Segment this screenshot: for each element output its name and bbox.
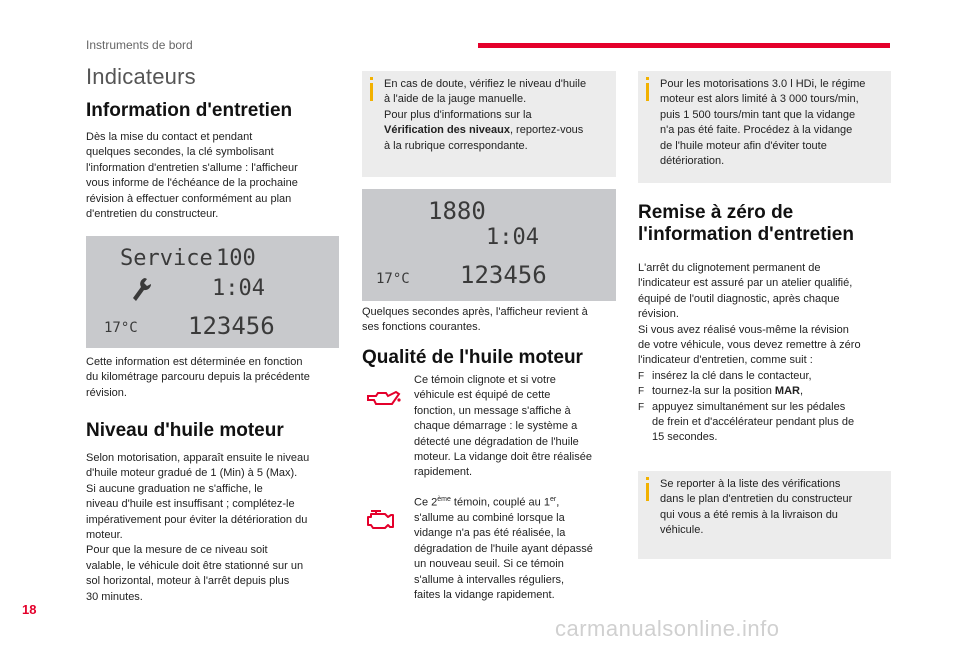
info-icon	[646, 83, 649, 101]
info-icon	[370, 83, 373, 101]
heading-reset: Remise à zéro de l'information d'entretien	[638, 202, 854, 245]
tip-box-hdi: Pour les motorisations 3.0 l HDi, le régime moteur est alors limité à 3 000 tours/min, puis 1 500 tours/min tant que la vidange n'a pas été faite. Procédez à la vidange de l'huile moteur afin d'éviter toute détérioration.	[638, 71, 891, 183]
engine-warning-icon	[365, 507, 395, 538]
accent-bar	[478, 43, 890, 48]
list-item: F tournez-la sur la position MAR,	[638, 385, 804, 398]
lcd-service-label: Service	[120, 246, 213, 271]
service-note-text: Cette information est déterminée en fonction du kilométrage parcouru depuis la précédente révision.	[86, 356, 310, 399]
lcd-odometer: 123456	[460, 261, 547, 289]
lcd-top-value: 1880	[428, 197, 486, 225]
lcd-oil-display	[362, 189, 616, 301]
reset-text: L'arrêt du clignotement permanent de l'indicateur est assuré par un atelier qualifié, équipé de l'outil diagnostic, après chaque révision. Si vous avez réalisé vous-même la révision de votre véhicule, vous devez remettre à zéro l'indicateur d'entretien, comme suit : F insérez la clé dans le contacteur, F tournez-la sur la position MAR, F appuyez simultanément sur les pédales de frein et d'accélérateur pendant plus de 15 secondes.	[638, 261, 893, 446]
heading-maintenance-info: Information d'entretien	[86, 100, 293, 121]
oil-can-icon	[366, 388, 402, 413]
lcd-service-display	[86, 236, 339, 348]
lcd-temperature: 17°C	[104, 320, 138, 336]
oil-warning-text-2: Ce 2ème témoin, couplé au 1er, s'allume au combiné lorsque la vidange n'a pas été réalisée, la dégradation de l'huile ayant dépassé un nouveau seuil. Si ce témoin s'allume à intervalles réguliers, faites la vidange rapidement.	[414, 496, 593, 602]
tip-box-checklist: Se reporter à la liste des vérifications dans le plan d'entretien du constructeur qui vous a été remis à la livraison du véhicule.	[638, 471, 891, 559]
display-return-text: Quelques secondes après, l'afficheur revient à ses fonctions courantes.	[362, 306, 588, 334]
info-icon	[646, 483, 649, 501]
list-item: F appuyez simultanément sur les pédales	[638, 400, 846, 413]
maintenance-info-text: Dès la mise du contact et pendant quelques secondes, la clé symbolisant l'information d'entretien s'allume : l'afficheur vous informe de l'échéance de la prochaine révision à effectuer conformément au plan d'entretien du constructeur.	[86, 131, 298, 221]
tip-box-dipstick: En cas de doute, vérifiez le niveau d'huile à l'aide de la jauge manuelle. Pour plus d'informations sur la Vérification des niveaux, reportez-vous à la rubrique correspondante.	[362, 71, 616, 177]
page-title: Indicateurs	[86, 64, 196, 89]
page-number: 18	[22, 602, 37, 617]
lcd-days: 1:04	[486, 225, 539, 250]
link-checking-levels: Vérification des niveaux	[384, 124, 510, 137]
heading-oil-quality: Qualité de l'huile moteur	[362, 347, 583, 368]
oil-level-text: Selon motorisation, apparaît ensuite le niveau d'huile moteur gradué de 1 (Min) à 5 (Max). Si aucune graduation ne s'affiche, le niveau d'huile est insuffisant ; complétez-le impérativement pour éviter la détérioration du moteur. Pour que la mesure de ce niveau soit valable, le véhicule doit être stationné sur un sol horizontal, moteur à l'arrêt depuis plus 30 minutes.	[86, 452, 310, 603]
lcd-service-km: 100	[216, 246, 256, 271]
watermark: carmanualsonline.info	[555, 616, 780, 641]
lcd-odometer: 123456	[188, 312, 275, 340]
lcd-days: 1:04	[212, 276, 265, 301]
oil-warning-text-1: Ce témoin clignote et si votre véhicule est équipé de cette fonction, un message s'affiche à chaque démarrage : le système a détecté une dégradation de l'huile moteur. La vidange doit être réalisée rapidement.	[414, 374, 592, 479]
wrench-icon	[130, 276, 152, 308]
list-item: F insérez la clé dans le contacteur,	[638, 369, 812, 382]
lcd-temperature: 17°C	[376, 271, 410, 287]
heading-oil-level: Niveau d'huile moteur	[86, 420, 284, 441]
section-header: Instruments de bord	[86, 38, 193, 52]
